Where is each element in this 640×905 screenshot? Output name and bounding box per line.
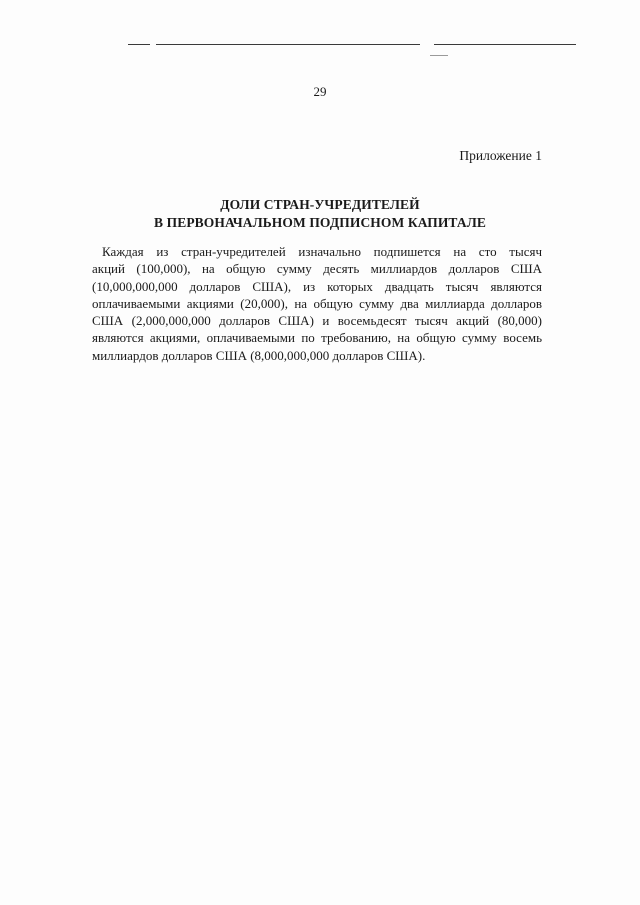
paragraph-line: акций (100,000), на общую сумму десять миллиардов долларов США — [92, 261, 542, 277]
paragraph-line: Каждая из стран-учредителей изначально подпишется на сто тысяч — [102, 244, 542, 259]
paragraph-line: миллиардов долларов США (8,000,000,000 долларов США). — [92, 347, 426, 363]
paragraph-line: являются акциями, оплачиваемыми по требованию, на общую сумму восемь — [92, 330, 542, 346]
title-line-2: В ПЕРВОНАЧАЛЬНОМ ПОДПИСНОМ КАПИТАЛЕ — [154, 215, 486, 230]
paragraph-line: оплачиваемыми акциями (20,000), на общую сумму два миллиарда долларов — [92, 295, 542, 311]
body-paragraph — [92, 243, 542, 364]
header-rule-gap — [420, 43, 434, 46]
scan-artifact — [430, 55, 448, 56]
document-title — [0, 196, 640, 232]
title-line-1: ДОЛИ СТРАН-УЧРЕДИТЕЛЕЙ — [220, 197, 420, 212]
header-rule — [128, 44, 576, 45]
header-rule-gap — [150, 43, 156, 46]
paragraph-line: (10,000,000,000 долларов США), из которых двадцать тысяч являются — [92, 278, 542, 294]
paragraph-line: США (2,000,000,000 долларов США) и восемьдесят тысяч акций (80,000) — [92, 313, 542, 329]
page-number: 29 — [313, 84, 327, 99]
annex-label: Приложение 1 — [459, 148, 542, 163]
